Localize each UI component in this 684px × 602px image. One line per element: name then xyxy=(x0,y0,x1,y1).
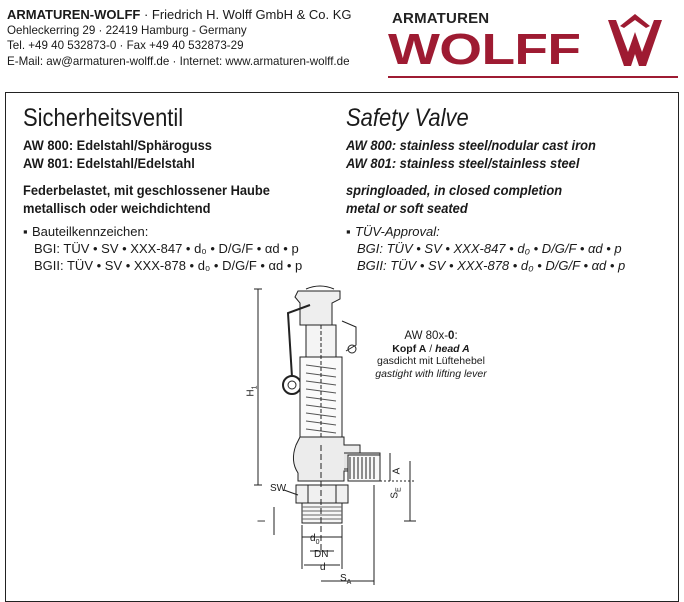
mark-en-bgi: BGI: TÜV • SV • XXX-847 • d₀ • D/G/F • αd • p xyxy=(357,241,622,256)
title-de: Sicherheitsventil xyxy=(23,104,184,132)
logo-wordmark: WOLFF xyxy=(388,25,581,74)
material-de-1: AW 800: Edelstahl/Sphäroguss xyxy=(23,137,212,153)
dimension-dn: DN xyxy=(314,549,329,560)
variant-model xyxy=(372,330,490,343)
variant-head-en: head A xyxy=(435,342,470,355)
logo-top-text: ARMATUREN xyxy=(392,10,490,27)
english-column xyxy=(346,104,625,274)
dimension-d: d xyxy=(320,562,326,573)
dimension-h1 xyxy=(247,385,261,396)
marks-label-de-row xyxy=(23,223,302,240)
mark-de-bgii: BGII: TÜV • SV • XXX-878 • d₀ • D/G/F • αd • p xyxy=(34,258,303,273)
dimension-h1-base: H xyxy=(245,389,257,397)
company-contact: E-Mail: aw@armaturen-wolff.de · Internet: www.armaturen-wolff.de xyxy=(7,54,350,68)
dimension-d0-sub: 0 xyxy=(315,539,320,546)
feature-de-2: metallisch oder weichdichtend xyxy=(23,200,211,216)
dimension-se-base: S xyxy=(389,492,401,499)
logo-underline xyxy=(388,76,678,78)
material-en-2: AW 801: stainless steel/stainless steel xyxy=(346,155,580,171)
variant-model-suffix: 0 xyxy=(448,330,455,342)
mark-en-bgii: BGII: TÜV • SV • XXX-878 • d₀ • D/G/F • αd • p xyxy=(357,258,626,273)
material-en-1: AW 800: stainless steel/nodular cast iron xyxy=(346,137,596,153)
marks-label-de: Bauteilkennzeichen: xyxy=(32,224,149,239)
dimension-h1-sub: 1 xyxy=(251,385,259,390)
variant-head-sep: / xyxy=(426,342,436,355)
company-logo xyxy=(388,6,678,74)
variant-model-colon: : xyxy=(454,330,458,342)
dimension-se-sub: E xyxy=(395,487,403,492)
variant-model-prefix: AW 80x- xyxy=(404,330,449,342)
dimension-l: l xyxy=(257,519,269,523)
german-column xyxy=(23,104,302,274)
mark-de-bgi: BGI: TÜV • SV • XXX-847 • d₀ • D/G/F • αd • p xyxy=(34,241,299,256)
dimension-sa-sub: A xyxy=(346,579,352,586)
company-address: Oehleckerring 29 · 22419 Hamburg - Germany xyxy=(7,23,247,37)
company-legal-name: · Friedrich H. Wolff GmbH & Co. KG xyxy=(140,7,352,22)
variant-annotation xyxy=(372,330,490,380)
dimension-sw: SW xyxy=(270,483,287,494)
marks-label-en-row xyxy=(346,223,625,240)
dimension-sa-base: S xyxy=(340,573,347,584)
dimension-se xyxy=(391,487,405,498)
wolf-logo-icon xyxy=(606,12,664,72)
bullet-icon: ▪ xyxy=(23,224,28,239)
variant-line-de: gasdicht mit Lüftehebel xyxy=(377,355,485,367)
feature-en-1: springloaded, in closed completion xyxy=(346,182,563,198)
bullet-icon: ▪ xyxy=(346,224,351,239)
variant-head xyxy=(372,343,490,356)
dimension-d0 xyxy=(310,534,319,548)
material-de-2: AW 801: Edelstahl/Edelstahl xyxy=(23,155,195,171)
company-block xyxy=(7,7,352,69)
variant-head-de: Kopf A xyxy=(392,342,427,355)
feature-en-2: metal or soft seated xyxy=(346,200,468,216)
marks-label-en: TÜV-Approval: xyxy=(355,224,440,239)
dimension-d0-base: d xyxy=(310,533,316,544)
title-en: Safety Valve xyxy=(346,104,469,132)
company-name-line xyxy=(7,7,352,23)
company-phone: Tel. +49 40 532873-0 · Fax +49 40 532873-29 xyxy=(7,39,244,53)
company-name: ARMATUREN-WOLFF xyxy=(7,7,141,22)
variant-line-en: gastight with lifting lever xyxy=(375,367,487,380)
feature-de-1: Federbelastet, mit geschlossener Haube xyxy=(23,182,270,198)
dimension-sa xyxy=(340,574,351,588)
dimension-a: A xyxy=(391,467,403,475)
